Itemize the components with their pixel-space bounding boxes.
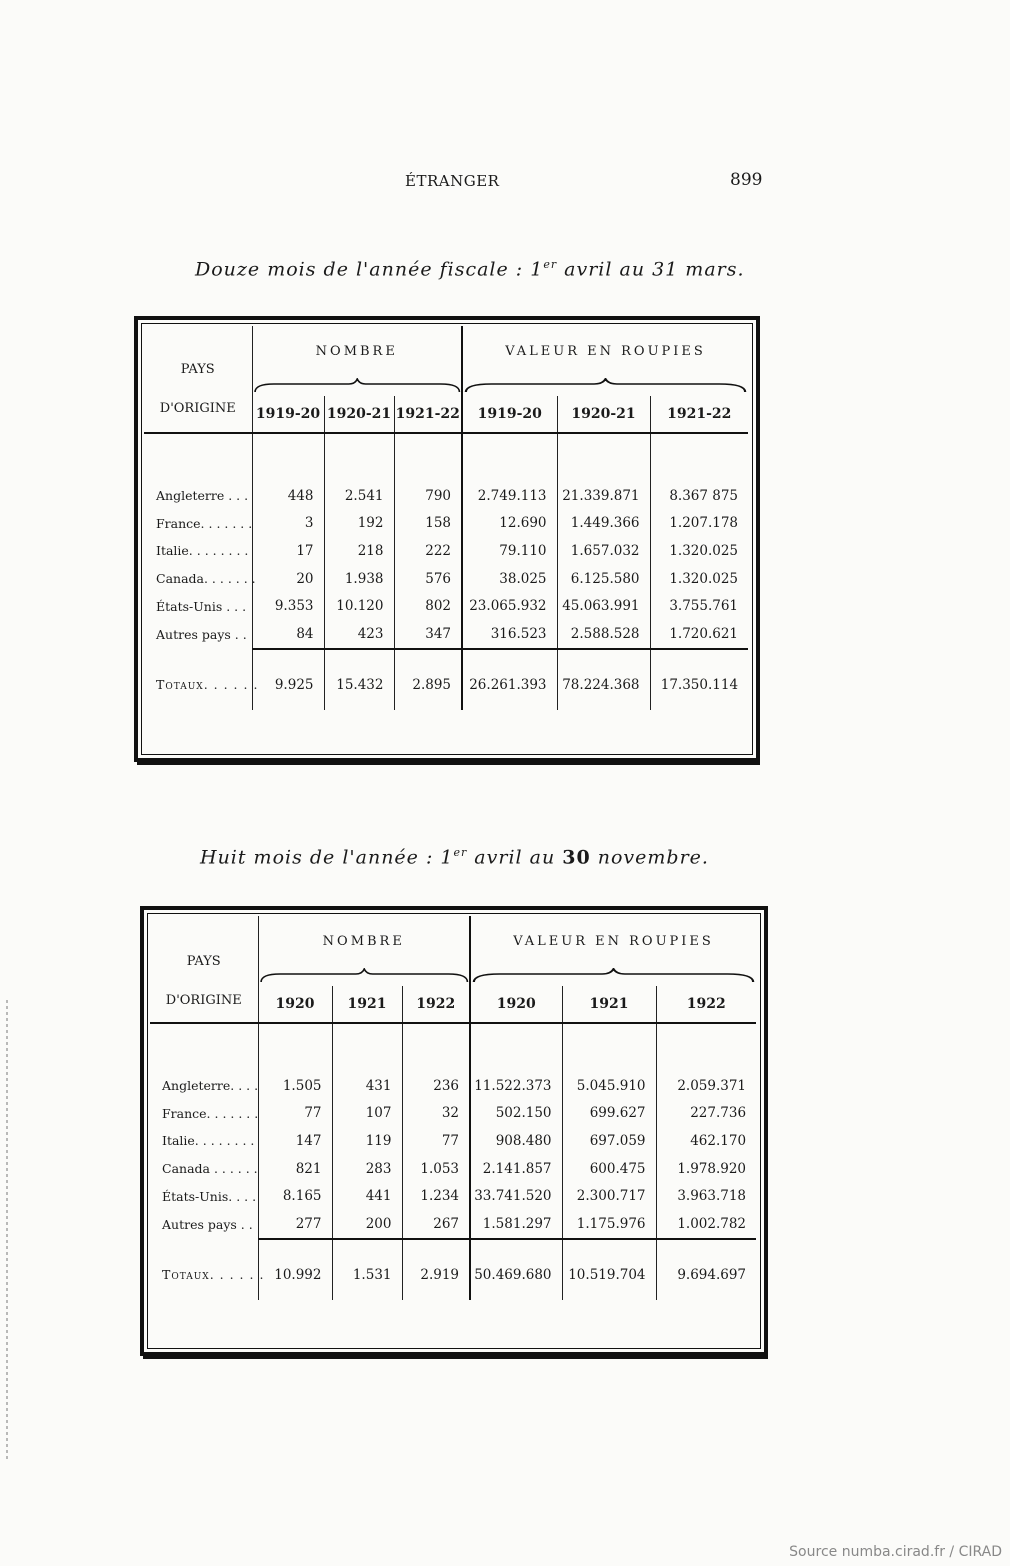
nombre-brace	[252, 376, 462, 396]
nombre-header: NOMBRE	[252, 326, 462, 376]
year-header: 1920	[258, 986, 332, 1023]
year-header: 1921	[562, 986, 656, 1023]
year-header: 1922	[656, 986, 756, 1023]
year-header: 1921-22	[650, 396, 748, 433]
valeur-header: VALEUR EN ROUPIES	[462, 326, 748, 376]
table-row: Angleterre . . . 448 2.541 790 2.749.113 21.339.871 8.367 875	[144, 482, 748, 510]
table-row: États-Unis . . . 9.353 10.120 802 23.065.932 45.063.991 3.755.761	[144, 592, 748, 620]
table-row: France. . . . . . . 3 192 158 12.690 1.449.366 1.207.178	[144, 510, 748, 538]
table1-caption: Douze mois de l'année fiscale : 1er avril au 31 mars.	[195, 258, 745, 281]
table-row: États-Unis. . . . 8.165 441 1.234 33.741.520 2.300.717 3.963.718	[150, 1182, 756, 1210]
valeur-brace	[462, 376, 748, 396]
valeur-brace	[470, 966, 756, 986]
year-header: 1920-21	[324, 396, 394, 433]
year-header: 1919-20	[462, 396, 557, 433]
table-row: France. . . . . . . 77 107 32 502.150 699.627 227.736	[150, 1100, 756, 1128]
table-row: Italie. . . . . . . . 17 218 222 79.110 1.657.032 1.320.025	[144, 537, 748, 565]
year-header: 1921-22	[394, 396, 462, 433]
table-row: Angleterre. . . . 1.505 431 236 11.522.373 5.045.910 2.059.371	[150, 1072, 756, 1100]
table-row: Italie. . . . . . . . 147 119 77 908.480 697.059 462.170	[150, 1127, 756, 1155]
table-row: Canada . . . . . . 821 283 1.053 2.141.857 600.475 1.978.920	[150, 1155, 756, 1183]
source-credit: Source numba.cirad.fr / CIRAD	[789, 1544, 1002, 1560]
nombre-header: NOMBRE	[258, 916, 470, 966]
pays-origine-header: PAYS D'ORIGINE	[150, 916, 258, 1023]
pays-origine-header: PAYS D'ORIGINE	[144, 326, 252, 433]
totals-row: Totaux. . . . . . 9.925 15.432 2.895 26.261.393 78.224.368 17.350.114	[144, 660, 748, 710]
table-row: Canada. . . . . . . 20 1.938 576 38.025 6.125.580 1.320.025	[144, 565, 748, 593]
year-header: 1919-20	[252, 396, 324, 433]
year-header: 1920	[470, 986, 562, 1023]
year-header: 1922	[402, 986, 470, 1023]
table-row: Autres pays . . 277 200 267 1.581.297 1.175.976 1.002.782	[150, 1210, 756, 1239]
year-header: 1921	[332, 986, 402, 1023]
nombre-brace	[258, 966, 470, 986]
table-row: Autres pays . . 84 423 347 316.523 2.588.528 1.720.621	[144, 620, 748, 649]
spine-scan-edge	[6, 1000, 8, 1460]
table2-caption: Huit mois de l'année : 1er avril au 30 novembre.	[200, 846, 709, 869]
totals-row: Totaux. . . . . . 10.992 1.531 2.919 50.469.680 10.519.704 9.694.697	[150, 1250, 756, 1300]
valeur-header: VALEUR EN ROUPIES	[470, 916, 756, 966]
table2	[150, 916, 756, 1300]
table1	[144, 326, 748, 710]
year-header: 1920-21	[557, 396, 650, 433]
running-head: ÉTRANGER	[405, 172, 500, 190]
page-number: 899	[730, 170, 763, 190]
